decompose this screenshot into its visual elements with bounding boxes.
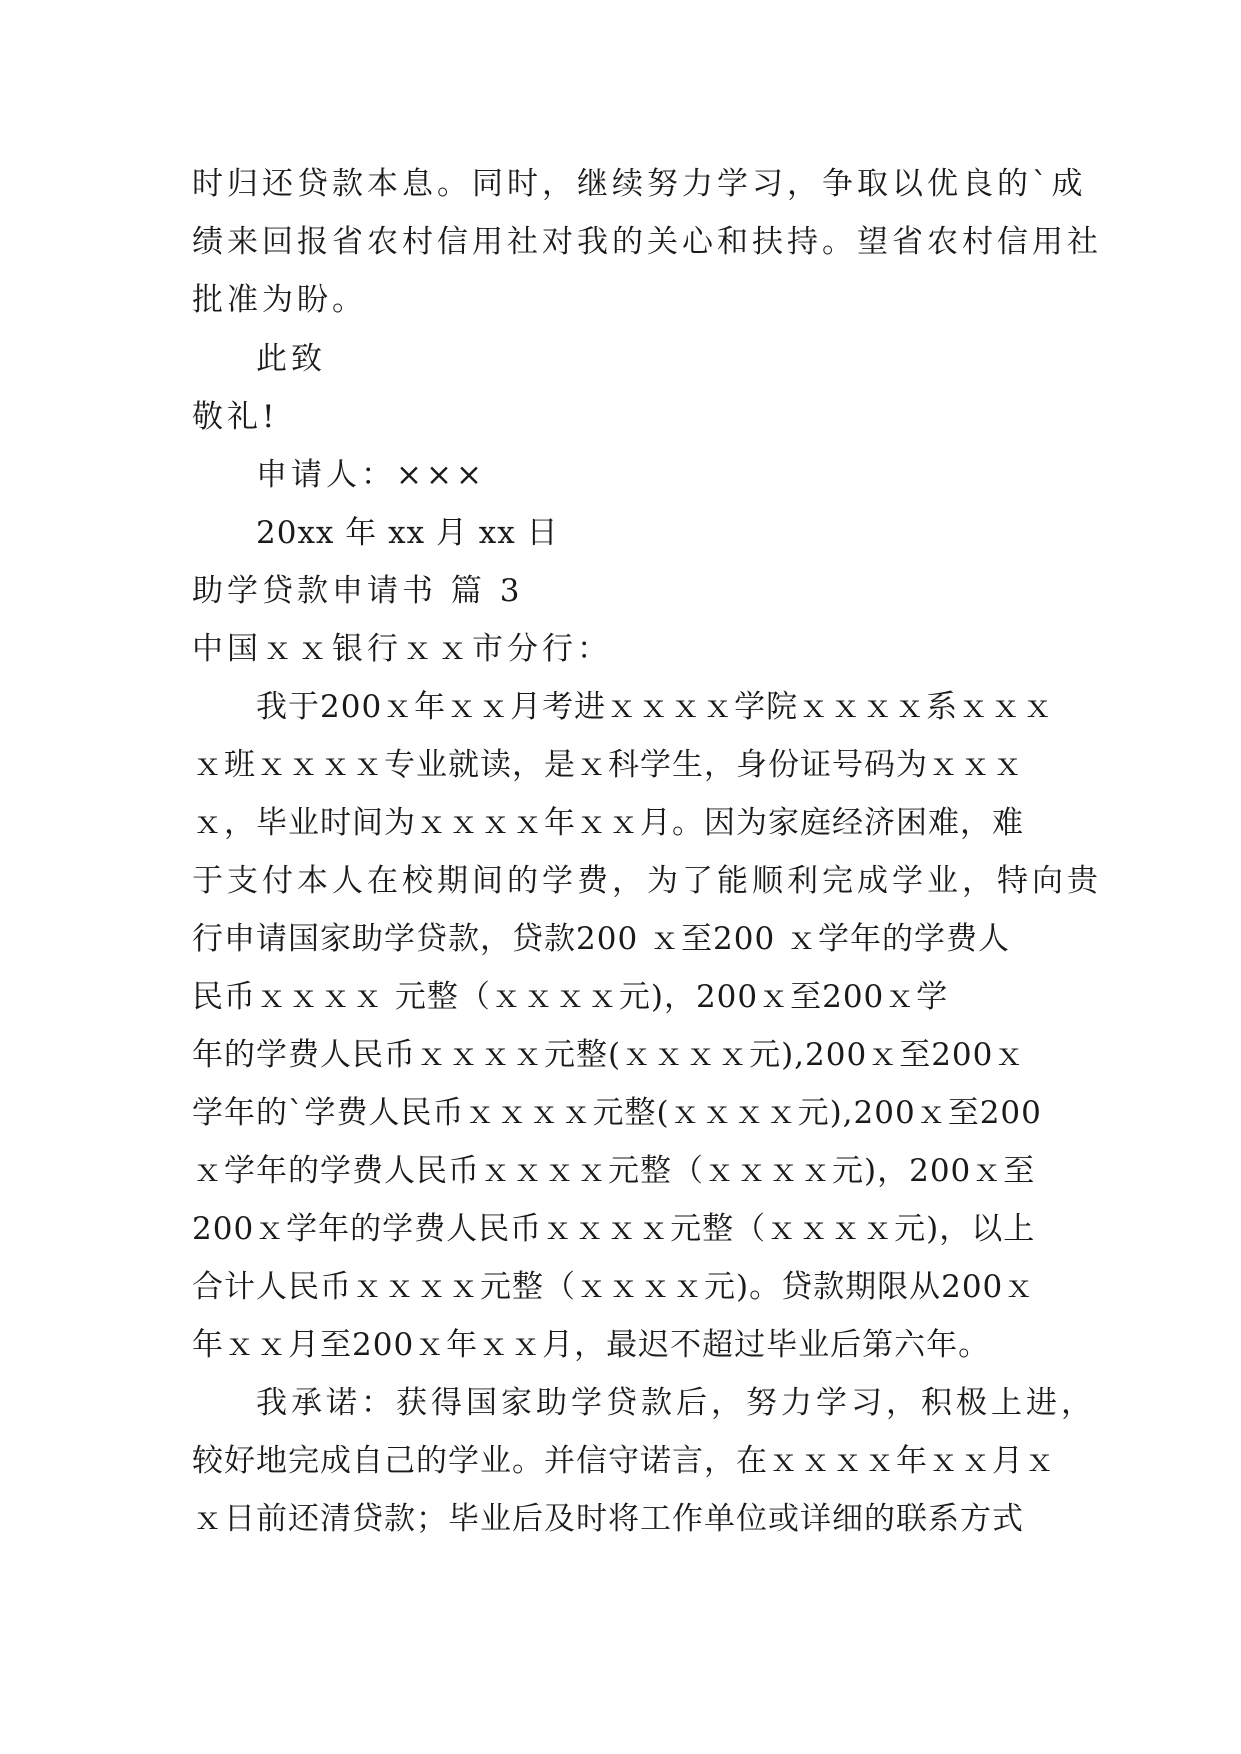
paragraph-line: 我承诺：获得国家助学贷款后，努力学习，积极上进，	[256, 1385, 1096, 1421]
paragraph-line: 于支付本人在校期间的学费，为了能顺利完成学业，特向贵	[192, 863, 1102, 899]
paragraph-line: 批准为盼。	[192, 282, 367, 318]
application-date: 20xx 年 xx 月 xx 日	[256, 515, 559, 551]
paragraph-line: ｘ班ｘｘｘｘ专业就读，是ｘ科学生，身份证号码为ｘｘｘ	[192, 747, 1024, 783]
paragraph-line: ｘ日前还清贷款；毕业后及时将工作单位或详细的联系方式	[192, 1501, 1024, 1537]
recipient-line: 中国ｘｘ银行ｘｘ市分行：	[192, 631, 612, 667]
paragraph-line: 行申请国家助学贷款，贷款200 ｘ至200 ｘ学年的学费人	[192, 921, 1011, 957]
section-heading: 助学贷款申请书 篇 3	[192, 573, 524, 609]
salutation-line: 敬礼!	[192, 399, 279, 435]
paragraph-line: 绩来回报省农村信用社对我的关心和扶持。望省农村信用社	[192, 224, 1102, 260]
paragraph-line: 200ｘ学年的学费人民币ｘｘｘｘ元整（ｘｘｘｘ元)，以上	[192, 1211, 1036, 1247]
paragraph-line: 年的学费人民币ｘｘｘｘ元整(ｘｘｘｘ元),200ｘ至200ｘ	[192, 1037, 1026, 1073]
salutation-line: 此致	[256, 341, 326, 377]
paragraph-line: 民币ｘｘｘｘ 元整（ｘｘｘｘ元)，200ｘ至200ｘ学	[192, 979, 949, 1015]
paragraph-line: 时归还贷款本息。同时，继续努力学习，争取以优良的`成	[192, 166, 1087, 202]
paragraph-line: 学年的`学费人民币ｘｘｘｘ元整(ｘｘｘｘ元),200ｘ至200	[192, 1095, 1042, 1131]
paragraph-line: ｘ，毕业时间为ｘｘｘｘ年ｘｘ月。因为家庭经济困难，难	[192, 805, 1024, 841]
paragraph-line: 合计人民币ｘｘｘｘ元整（ｘｘｘｘ元)。贷款期限从200ｘ	[192, 1269, 1036, 1305]
applicant-signature: 申请人：×××	[256, 457, 486, 493]
paragraph-line: ｘ学年的学费人民币ｘｘｘｘ元整（ｘｘｘｘ元)，200ｘ至	[192, 1153, 1036, 1189]
paragraph-line: 我于200ｘ年ｘｘ月考进ｘｘｘｘ学院ｘｘｘｘ系ｘｘｘ	[256, 689, 1055, 725]
paragraph-line: 较好地完成自己的学业。并信守诺言，在ｘｘｘｘ年ｘｘ月ｘ	[192, 1443, 1056, 1479]
paragraph-line: 年ｘｘ月至200ｘ年ｘｘ月，最迟不超过毕业后第六年。	[192, 1327, 991, 1363]
